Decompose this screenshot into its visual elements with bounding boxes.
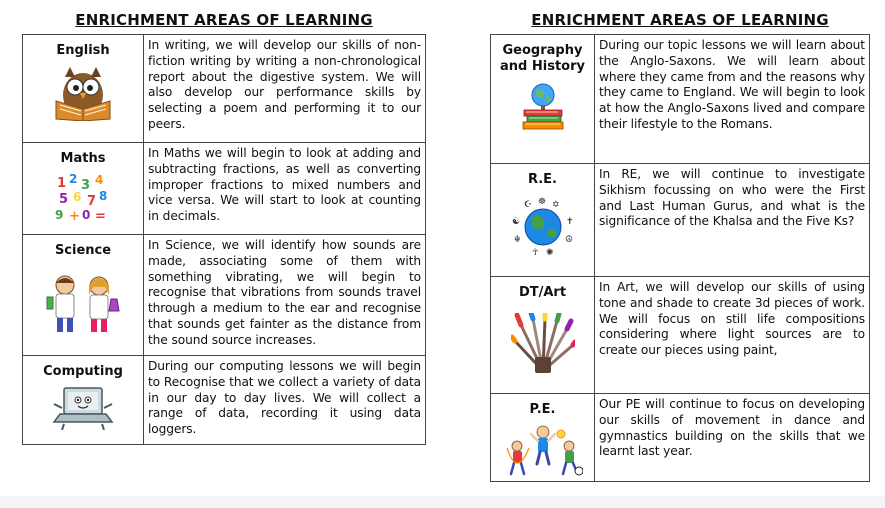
svg-text:7: 7 (87, 194, 97, 209)
right-subject-table (490, 34, 870, 482)
svg-text:6: 6 (73, 190, 82, 204)
table-row (491, 35, 870, 164)
svg-text:5: 5 (59, 192, 69, 207)
subject-cell-dt-art (491, 277, 595, 394)
colourful-numbers-icon (53, 173, 113, 223)
svg-text:0: 0 (82, 208, 91, 222)
table-row (23, 143, 426, 235)
svg-text:4: 4 (95, 173, 104, 187)
svg-text:☮: ☮ (564, 235, 573, 245)
subject-cell-maths (23, 143, 144, 235)
svg-text:+: + (69, 209, 80, 223)
subject-label-science: Science (54, 243, 112, 258)
right-panel-title: ENRICHMENT AREAS OF LEARNING (531, 11, 829, 29)
right-panel (490, 0, 870, 482)
table-row (491, 277, 870, 394)
subject-cell-pe (491, 394, 595, 482)
owl-reading-book-icon (48, 65, 118, 121)
paintbrushes-icon (511, 313, 575, 375)
description-maths: In Maths we will begin to look at adding and subtracting fractions, as well as converting improper fractions to mixed numbers and vice versa. We will start to look at counting in decimals. (144, 143, 426, 235)
table-row (491, 164, 870, 277)
description-re: In RE, we will continue to investigate Sikhism focussing on who were the First and Last Human Gurus, and what is the significance of the Khalsa and the Five Ks? (595, 164, 870, 277)
bottom-strip (0, 496, 885, 508)
subject-cell-re (491, 164, 595, 277)
subject-label-english: English (56, 43, 110, 58)
subject-label-maths: Maths (60, 151, 106, 166)
subject-label-pe: P.E. (529, 402, 556, 417)
svg-text:9: 9 (55, 208, 64, 222)
table-row (23, 35, 426, 143)
svg-text:☯: ☯ (511, 217, 520, 227)
description-science: In Science, we will identify how sounds are made, associating some of them with something vibrating, we will begin to recognise that vibrations from sounds travel through a medium to the ear and recognise that sounds get fainter as the distance from the sound source increases. (144, 235, 426, 356)
svg-text:☬: ☬ (513, 235, 520, 245)
svg-text:✝: ✝ (565, 217, 574, 227)
cartoon-laptop-icon (50, 384, 116, 430)
svg-text:☸: ☸ (537, 197, 546, 207)
description-pe: Our PE will continue to focus on developing our skills of movement in dance and gymnastics building on the skills that we learnt last year. (595, 394, 870, 482)
svg-text:3: 3 (81, 178, 91, 193)
svg-text:8: 8 (99, 189, 108, 203)
description-geography-history: During our topic lessons we will learn about the Anglo-Saxons. We will learn about where they came from and the reasons why they came to England. We will begin to look at how the Anglo-Saxons lived and compare their lifestyle to the Romans. (595, 35, 870, 164)
subject-label-geography-history: Geography and History (500, 43, 585, 74)
svg-text:1: 1 (57, 176, 67, 191)
subject-cell-science (23, 235, 144, 356)
table-row (23, 356, 426, 445)
subject-cell-computing (23, 356, 144, 445)
left-panel (22, 0, 426, 445)
description-dt-art: In Art, we will develop our skills of using tone and shade to create 3d pieces of work. We will focus on still life compositions considering where light sources are to create our pieces using paint, (595, 277, 870, 394)
world-religions-globe-icon (510, 196, 576, 256)
subject-label-dt-art: DT/Art (518, 285, 567, 300)
children-scientists-icon (43, 273, 123, 335)
svg-text:☥: ☥ (531, 248, 539, 256)
svg-text:✡: ✡ (551, 200, 560, 210)
children-playing-sport-icon (503, 424, 583, 476)
table-row (23, 235, 426, 356)
globe-on-books-icon (518, 81, 568, 131)
subject-cell-english (23, 35, 144, 143)
left-subject-table (22, 34, 426, 445)
svg-text:2: 2 (69, 173, 78, 186)
svg-text:✺: ✺ (545, 248, 554, 256)
svg-text:=: = (95, 209, 106, 223)
description-computing: During our computing lessons we will begin to Recognise that we collect a variety of data in our day to day lives. We will collect a range of data, recording it using data loggers. (144, 356, 426, 445)
subject-label-computing: Computing (43, 364, 123, 379)
subject-label-re: R.E. (527, 172, 557, 187)
svg-text:☪: ☪ (523, 200, 532, 210)
left-panel-title: ENRICHMENT AREAS OF LEARNING (75, 11, 373, 29)
description-english: In writing, we will develop our skills of non-fiction writing by writing a non-chronological report about the digestive system. We will also develop our performance skills by selecting a poem and performing it to our peers. (144, 35, 426, 143)
subject-cell-geography-history (491, 35, 595, 164)
table-row (491, 394, 870, 482)
